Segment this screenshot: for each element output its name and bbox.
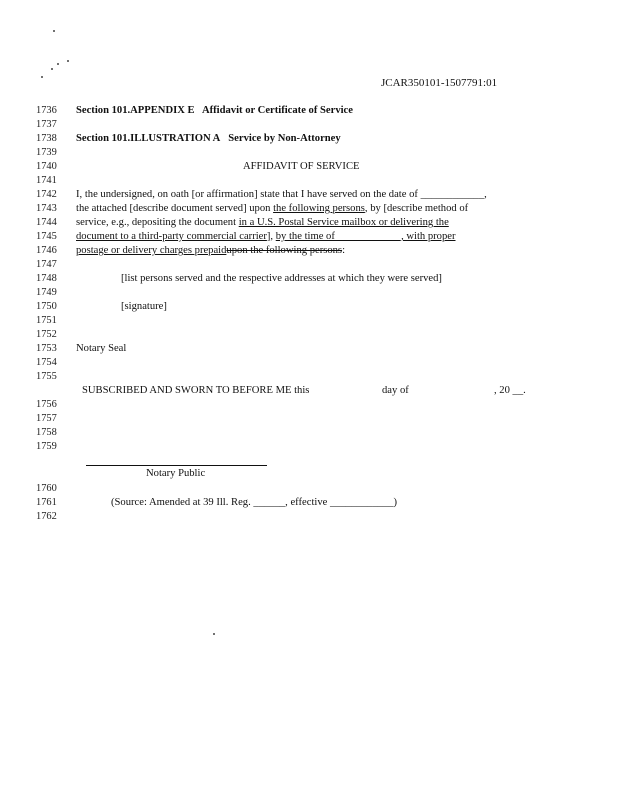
line-number: 1751 — [36, 315, 57, 326]
section-appendix-title: Affidavit or Certificate of Service — [201, 105, 353, 116]
line-number: 1746 — [36, 245, 57, 256]
line-number: 1754 — [36, 357, 57, 368]
body-line-1: I, the undersigned, on oath [or affirmation] state that I have served on the date of ____________, — [76, 189, 487, 200]
inserted-text: the following persons — [273, 203, 365, 214]
line-number: 1738 — [36, 133, 57, 144]
list-persons-line: [list persons served and the respective addresses at which they were served] — [121, 273, 442, 284]
section-appendix-label: Section 101.APPENDIX E — [76, 105, 195, 116]
line-number: 1755 — [36, 371, 57, 382]
notary-signature-line — [86, 465, 267, 466]
notary-public-label: Notary Public — [146, 468, 206, 479]
line-number: 1760 — [36, 483, 57, 494]
day-of-label: day of — [382, 385, 409, 396]
body-line-5 — [76, 245, 345, 256]
section-illustration-title: Service by Non-Attorney — [228, 133, 341, 144]
section-illustration-heading — [76, 133, 341, 144]
line-number: 1758 — [36, 427, 57, 438]
line-number: 1742 — [36, 189, 57, 200]
line-number: 1750 — [36, 301, 57, 312]
line-number: 1761 — [36, 497, 57, 508]
inserted-text: postage or delivery charges prepaid — [76, 245, 227, 256]
body-line-4 — [76, 231, 456, 242]
line-number: 1743 — [36, 203, 57, 214]
line-number: 1744 — [36, 217, 57, 228]
notary-seal-label: Notary Seal — [76, 343, 127, 354]
section-appendix-heading — [76, 105, 353, 116]
scan-speck — [51, 68, 53, 70]
line-number: 1740 — [36, 161, 57, 172]
body-line-2 — [76, 203, 468, 214]
line-number: 1759 — [36, 441, 57, 452]
body-line-3 — [76, 217, 449, 228]
inserted-text: by the time of ____________, with proper — [275, 231, 456, 242]
line-number: 1736 — [36, 105, 57, 116]
inserted-text: in a U.S. Postal Service mailbox or delivering the — [238, 217, 449, 228]
document-id: JCAR350101-1507791:01 — [381, 77, 498, 89]
line-number: 1749 — [36, 287, 57, 298]
body-text: : — [342, 245, 346, 256]
line-number: 1756 — [36, 399, 57, 410]
line-number: 1745 — [36, 231, 57, 242]
source-note: (Source: Amended at 39 Ill. Reg. ______, effective ____________) — [111, 497, 398, 508]
line-number: 1748 — [36, 273, 57, 284]
inserted-text: document to a third-party commercial carrier — [76, 231, 267, 242]
body-text: service, e.g., depositing the document — [76, 217, 239, 228]
line-number: 1737 — [36, 119, 57, 130]
line-number: 1757 — [36, 413, 57, 424]
year-label: , 20 __. — [494, 385, 526, 396]
body-text: the attached [describe document served] upon — [76, 203, 274, 214]
line-number: 1752 — [36, 329, 57, 340]
deleted-text: upon the following persons — [226, 245, 343, 256]
scan-speck — [67, 60, 69, 62]
body-text: ], — [266, 231, 276, 242]
line-number: 1741 — [36, 175, 57, 186]
line-number: 1747 — [36, 259, 57, 270]
signature-placeholder: [signature] — [121, 301, 167, 312]
affidavit-title: AFFIDAVIT OF SERVICE — [243, 161, 360, 172]
scan-speck — [53, 30, 55, 32]
line-number: 1762 — [36, 511, 57, 522]
subscribed-text: SUBSCRIBED AND SWORN TO BEFORE ME this — [82, 385, 310, 396]
line-number: 1739 — [36, 147, 57, 158]
scan-speck — [57, 63, 59, 65]
scan-speck — [41, 76, 43, 78]
scan-speck — [213, 633, 215, 635]
line-number: 1753 — [36, 343, 57, 354]
body-text: , by [describe method of — [364, 203, 469, 214]
section-illustration-label: Section 101.ILLUSTRATION A — [76, 133, 221, 144]
